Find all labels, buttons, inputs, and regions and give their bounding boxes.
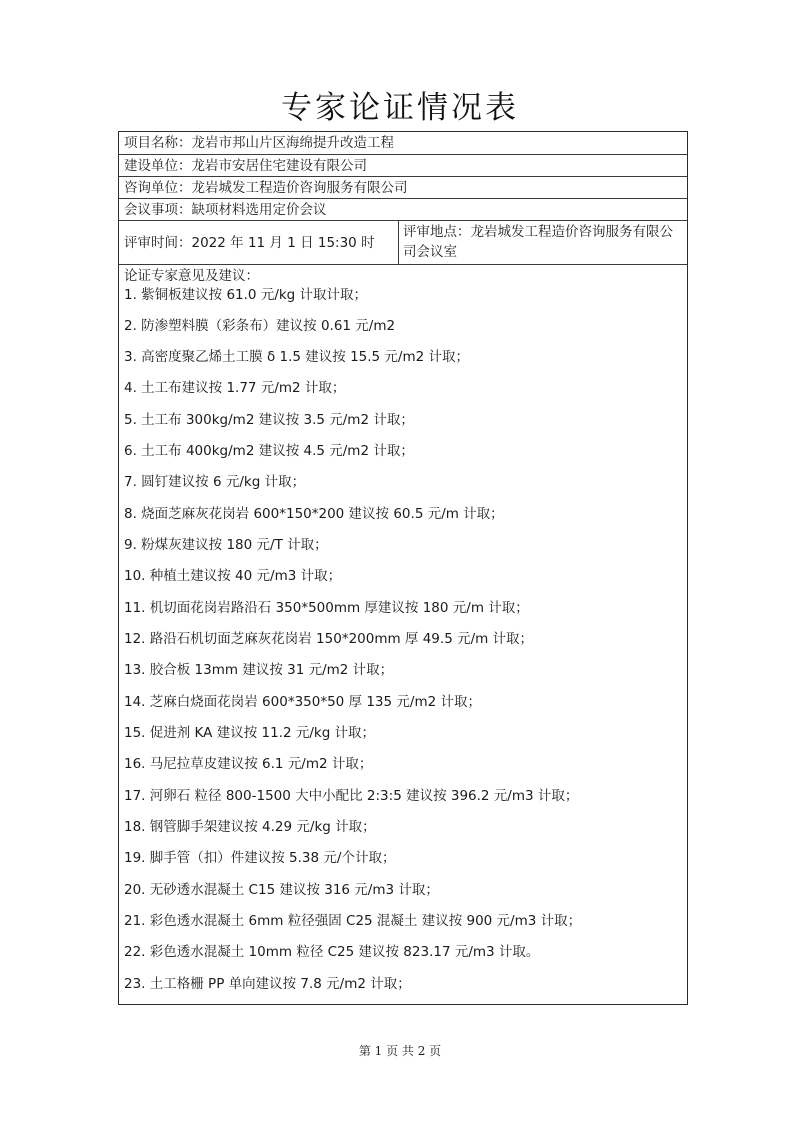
page-title: 专家论证情况表 [281, 90, 519, 126]
project-name-row: 项目名称：龙岩市邦山片区海绵提升改造工程 [119, 132, 687, 155]
opinions-heading: 论证专家意见及建议： [124, 268, 259, 284]
time-location-row [119, 221, 687, 265]
opinion-item: 7. 圆钉建议按 6 元/kg 计取； [124, 474, 306, 490]
meeting-topic-row: 会议事项：缺项材料选用定价会议 [119, 199, 687, 221]
opinion-item: 22. 彩色透水混凝土 10mm 粒径 C25 建议按 823.17 元/m3 计取。 [124, 944, 540, 960]
opinion-item: 20. 无砂透水混凝土 C15 建议按 316 元/m3 计取； [124, 882, 439, 898]
opinion-item: 9. 粉煤灰建议按 180 元/T 计取； [124, 537, 328, 553]
opinion-item: 17. 河卵石 粒径 800-1500 大中小配比 2:3:5 建议按 396.2 元/m3 计取； [124, 788, 579, 804]
opinion-item: 3. 高密度聚乙烯土工膜 δ 1.5 建议按 15.5 元/m2 计取； [124, 349, 469, 365]
opinion-item: 1. 紫铜板建议按 61.0 元/kg 计取计取； [124, 287, 368, 303]
opinion-item: 10. 种植土建议按 40 元/m3 计取； [124, 568, 342, 584]
opinion-item: 23. 土工格栅 PP 单向建议按 7.8 元/m2 计取； [124, 976, 411, 992]
opinion-item: 6. 土工布 400kg/m2 建议按 4.5 元/m2 计取； [124, 443, 414, 459]
review-location-cell: 评审地点：龙岩城发工程造价咨询服务有限公司会议室 [403, 224, 673, 260]
opinion-item: 18. 钢管脚手架建议按 4.29 元/kg 计取； [124, 819, 376, 835]
opinion-item: 2. 防渗塑料膜（彩条布）建议按 0.61 元/m2 [124, 318, 396, 334]
opinion-item: 19. 脚手管（扣）件建议按 5.38 元/个计取； [124, 850, 396, 866]
opinion-item: 8. 烧面芝麻灰花岗岩 600*150*200 建议按 60.5 元/m 计取； [124, 506, 504, 522]
review-time-cell: 评审时间：2022 年 11 月 1 日 15:30 时 [119, 221, 399, 264]
opinion-item: 11. 机切面花岗岩路沿石 350*500mm 厚建议按 180 元/m 计取； [124, 600, 529, 616]
expert-review-table [118, 131, 688, 1005]
consultant-row: 咨询单位：龙岩城发工程造价咨询服务有限公司 [119, 177, 687, 199]
opinion-item: 12. 路沿石机切面芝麻灰花岗岩 150*200mm 厚 49.5 元/m 计取； [124, 631, 534, 647]
page-number: 第 1 页 共 2 页 [358, 1044, 442, 1058]
opinion-item: 13. 胶合板 13mm 建议按 31 元/m2 计取； [124, 662, 394, 678]
builder-row: 建设单位：龙岩市安居住宅建设有限公司 [119, 155, 687, 177]
opinion-item: 16. 马尼拉草皮建议按 6.1 元/m2 计取； [124, 756, 373, 772]
opinion-item: 21. 彩色透水混凝土 6mm 粒径强固 C25 混凝土 建议按 900 元/m3 计取； [124, 913, 582, 929]
opinion-item: 15. 促进剂 KA 建议按 11.2 元/kg 计取； [124, 725, 376, 741]
opinion-item: 4. 土工布建议按 1.77 元/m2 计取； [124, 380, 346, 396]
opinion-item: 5. 土工布 300kg/m2 建议按 3.5 元/m2 计取； [124, 412, 414, 428]
opinion-item: 14. 芝麻白烧面花岗岩 600*350*50 厚 135 元/m2 计取； [124, 694, 481, 710]
